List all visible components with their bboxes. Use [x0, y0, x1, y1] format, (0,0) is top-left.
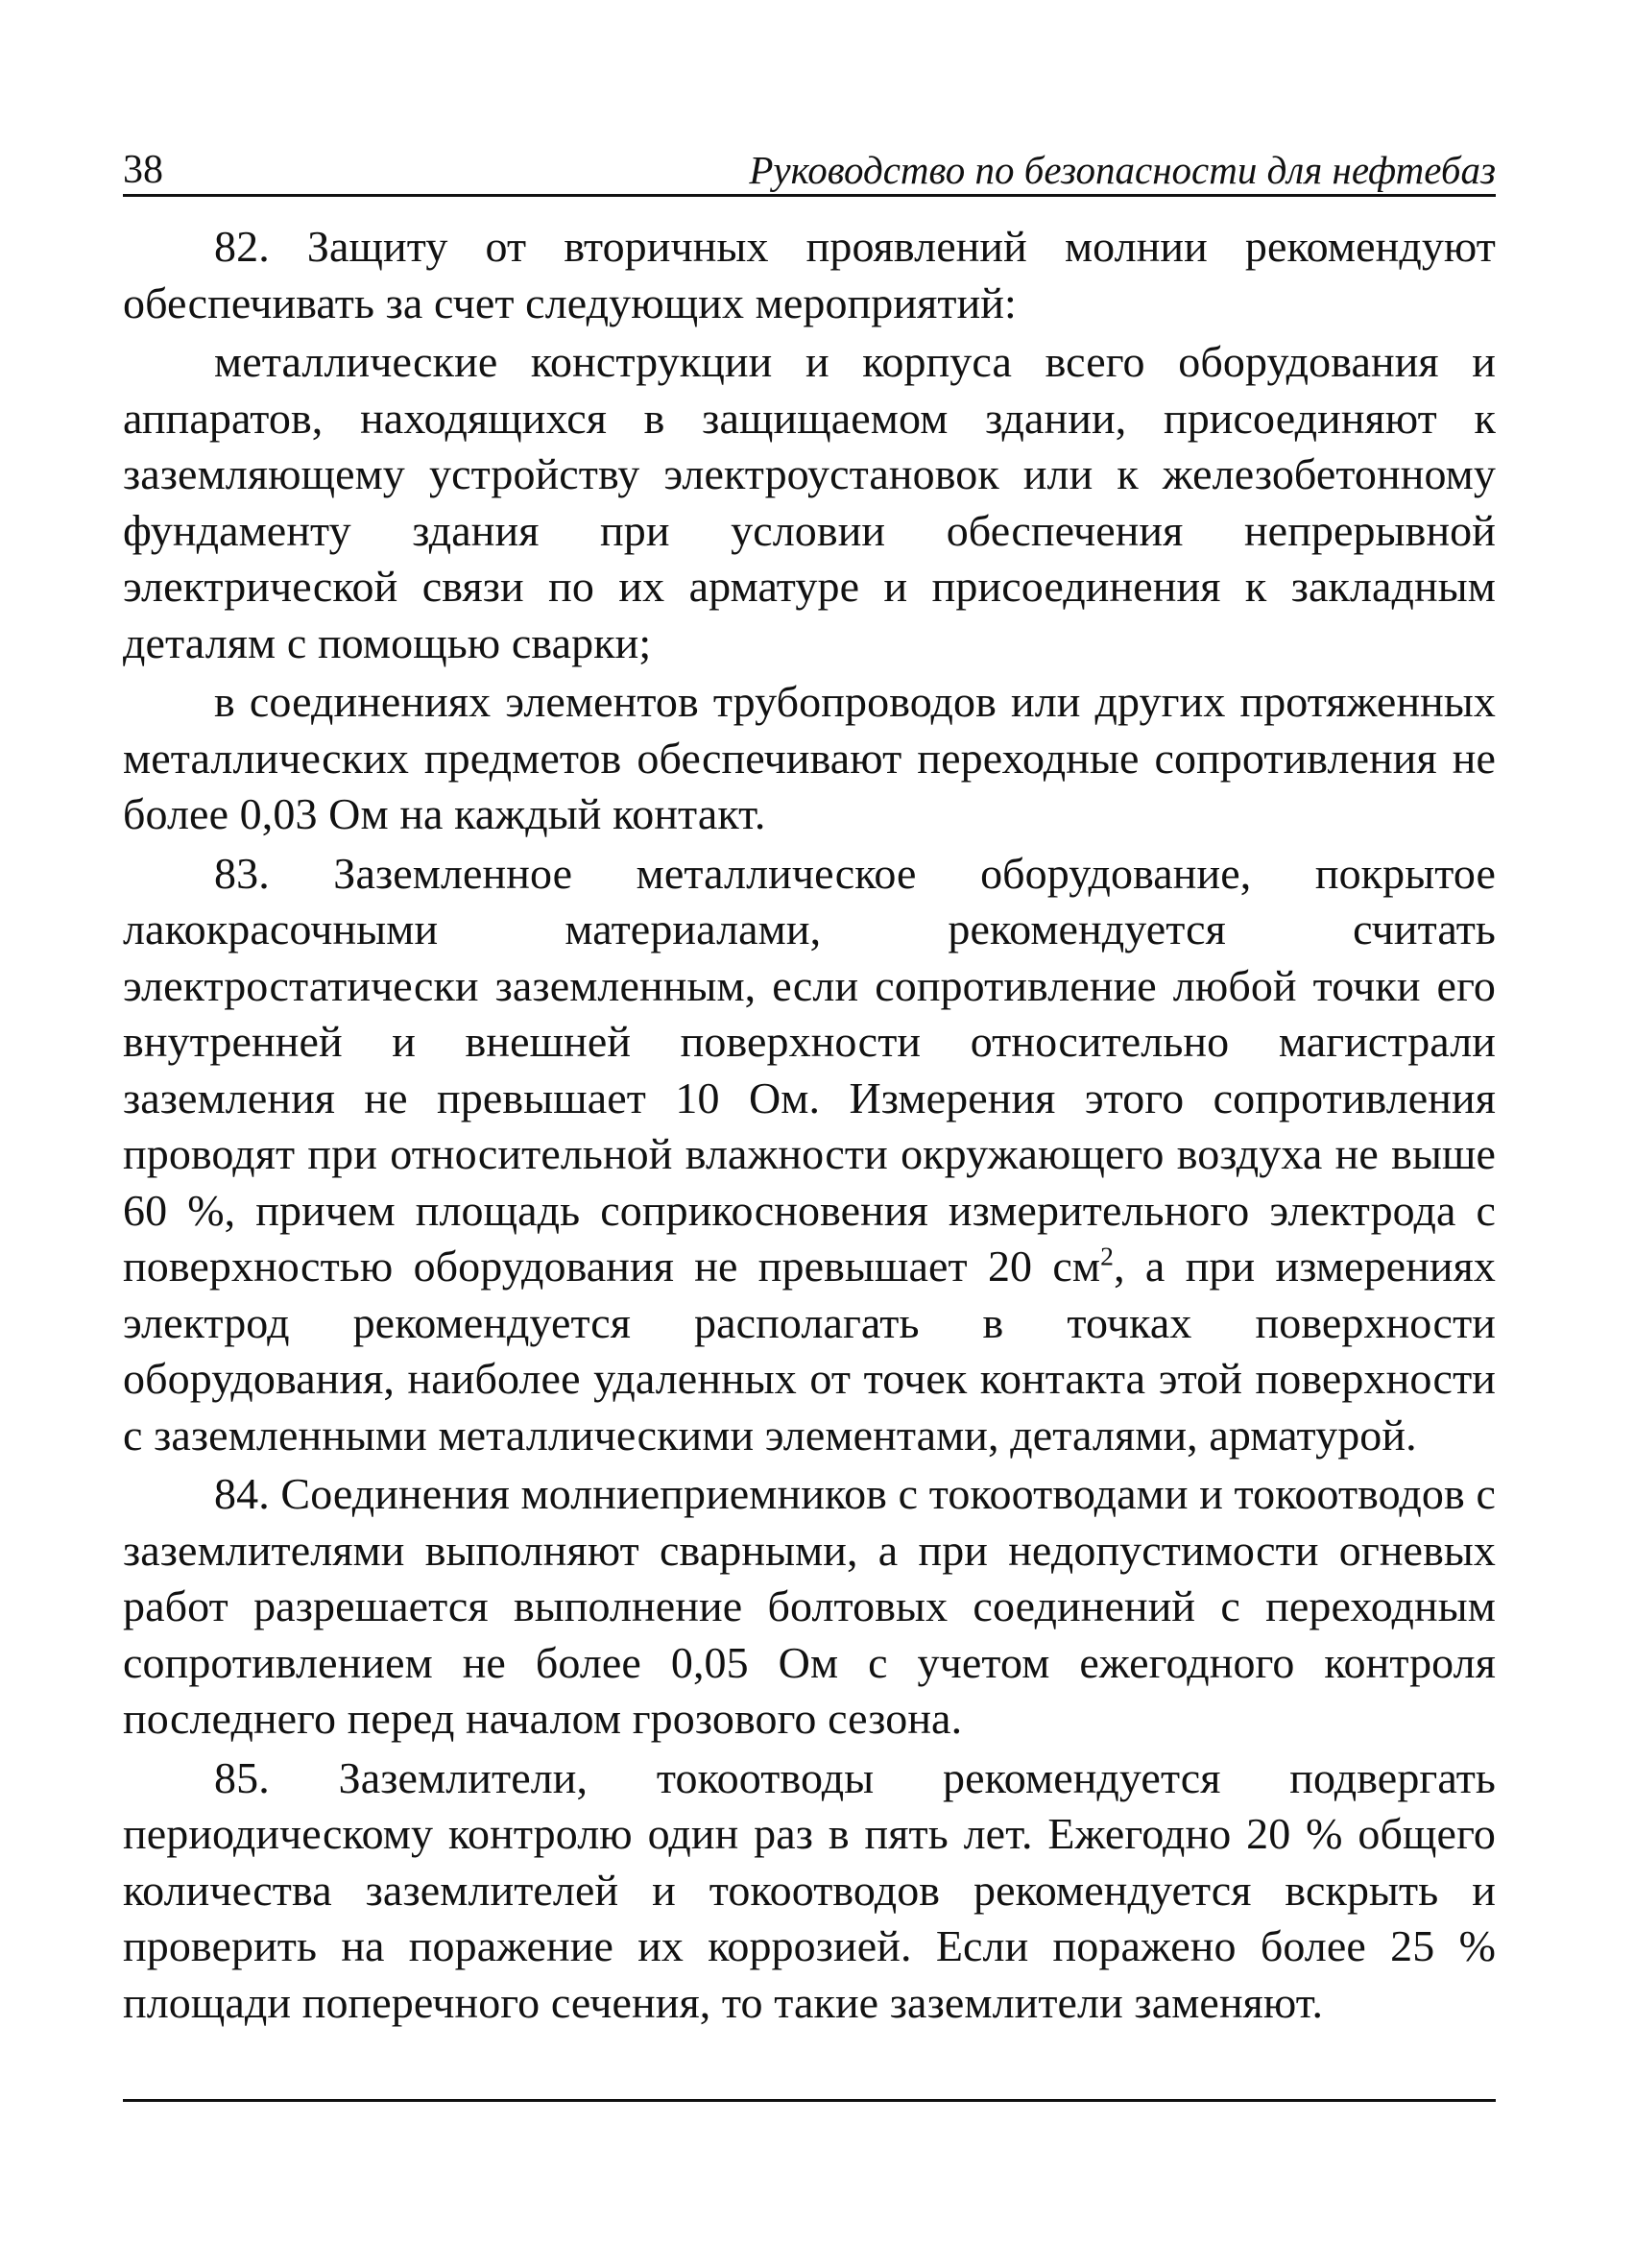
paragraph-85: 85. Заземлители, токоотводы рекомендуется подвергать периодическому контролю один раз в пять лет. Ежегодно 20 % общего количества заземлителей и токоотводов рекомендуется вскрыть и проверить на поражение их коррозией. Если поражено более 25 % площади поперечного сечения, то такие заземлители заменяют. — [123, 1752, 1496, 2027]
paragraph-83-text-1: 83. Заземленное металлическое оборудование, покрытое лакокрасочными материалами, рекомендуется считать электростатически заземленным, если сопротивление любой точки его внутренней и внешней поверхности относительно магистрали заземления не превышает 10 Ом. Измерения этого сопротивления проводят при относительной влажности окружающего воздуха не выше 60 %, причем площадь соприкосновения измерительного электрода с поверхностью оборудования не превышает 20 см — [123, 848, 1496, 1291]
superscript-2: 2 — [1100, 1241, 1115, 1271]
running-title: Руководство по безопасности для нефтебаз — [749, 148, 1496, 192]
page-number: 38 — [123, 148, 163, 192]
paragraph-82-item-2: в соединениях элементов трубопроводов или других протяженных металлических предметов обеспечивают переходные сопротивления не более 0,03 Ом на каждый контакт. — [123, 677, 1496, 838]
footer-rule — [123, 2099, 1496, 2102]
paragraph-82-item-1: металлические конструкции и корпуса всего оборудования и аппаратов, находящихся в защищаемом здании, присоединяют к заземляющему устройству электроустановок или к железобетонному фундаменту здания при условии обеспечения непрерывной электрической связи по их арматуре и присоединения к закладным деталям с помощью сварки; — [123, 337, 1496, 667]
page-header — [123, 134, 1496, 197]
paragraph-82-intro: 82. Защиту от вторичных проявлений молнии рекомендуют обеспечивать за счет следующих мероприятий: — [123, 222, 1496, 327]
body-text — [123, 219, 1496, 2034]
paragraph-83 — [123, 846, 1496, 1464]
paragraph-84: 84. Соединения молниеприемников с токоотводами и токоотводов с заземлителями выполняют сварными, а при недопустимости огневых работ разрешается выполнение болтовых соединений с переходным сопротивлением не более 0,05 Ом с учетом ежегодного контроля последнего перед началом грозового сезона. — [123, 1469, 1496, 1743]
paragraph-83-text-2: , а при измерениях электрод рекомендуется располагать в точках поверхности оборудования, наиболее удаленных от точек контакта этой поверхности с заземленными металлическими элементами, деталями, арматурой. — [123, 1242, 1496, 1460]
